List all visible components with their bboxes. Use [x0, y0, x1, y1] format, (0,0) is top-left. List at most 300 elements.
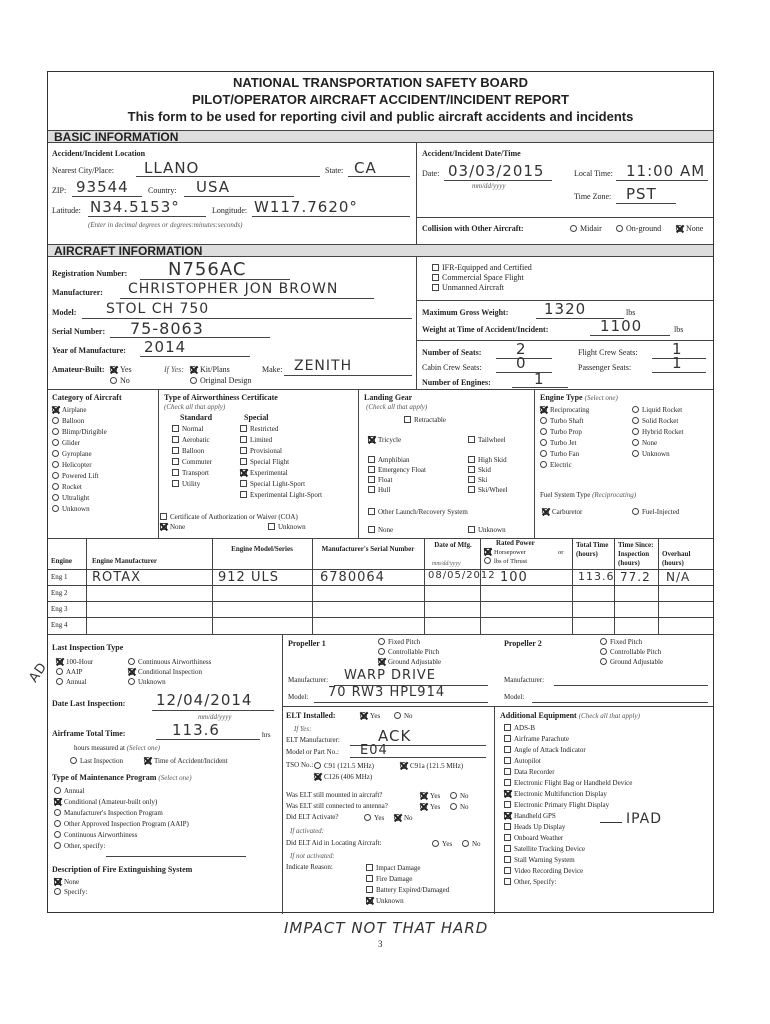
maintenance-continuous-airworthiness[interactable] [54, 831, 137, 839]
elt-activate-no[interactable]: No [394, 814, 413, 822]
category-rocket-box[interactable] [52, 483, 59, 490]
category-blimp-dirigible[interactable] [52, 428, 107, 436]
time-zone-field[interactable]: PST [626, 185, 657, 203]
local-time-label: Local Time: [574, 169, 613, 178]
engine-type-turbo-shaft-box[interactable] [540, 417, 547, 424]
engine-type-turbo-jet[interactable] [540, 439, 576, 447]
zip-field[interactable]: 93544 [76, 178, 129, 196]
reason-fire-damage[interactable] [366, 875, 412, 883]
maintenance-conditional-amateur-built-only[interactable] [54, 798, 157, 806]
engine-mfr-cell[interactable]: ROTAX [92, 570, 141, 585]
category-gyroplane-box[interactable] [52, 450, 59, 457]
standard-balloon-text: Balloon [182, 447, 205, 455]
standard-utility[interactable] [172, 480, 200, 488]
engine-type-none[interactable] [632, 439, 657, 447]
special-provisional-box[interactable] [240, 447, 247, 454]
registration-field[interactable]: N756AC [168, 259, 247, 280]
collision-midair[interactable]: Midair [570, 225, 602, 233]
table-row [48, 569, 713, 586]
prop1-model-field[interactable]: 70 RW3 HPL914 [328, 685, 446, 700]
engine-type-liquid-rocket-box[interactable] [632, 406, 639, 413]
equipment-ads-b-box[interactable] [504, 724, 511, 731]
special-restricted-box[interactable] [240, 425, 247, 432]
fire-specify[interactable]: Specify: [54, 888, 87, 896]
equipment-heads-up-display-box[interactable] [504, 823, 511, 830]
coa-unknown[interactable]: Unknown [268, 523, 306, 531]
category-gyroplane[interactable] [52, 450, 92, 458]
category-gyroplane-text: Gyroplane [62, 450, 92, 458]
special-special-light-sport-text: Special Light-Sport [250, 480, 306, 488]
category-ultralight[interactable] [52, 494, 89, 502]
equipment-satellite-tracking-device[interactable] [504, 845, 585, 853]
special-experimental-light-sport-text: Experimental Light-Sport [250, 491, 323, 499]
prop1-ground-adjustable[interactable]: Ground Adjustable [378, 658, 441, 666]
equipment-electronic-primary-flight-display[interactable] [504, 801, 609, 809]
standard-transport-text: Transport [182, 469, 209, 477]
engine-label-cell: Eng 3 [51, 605, 68, 613]
gear-ski-wheel[interactable]: Ski/Wheel [468, 486, 508, 494]
collision-on-ground[interactable]: On-ground [616, 225, 661, 233]
elt-connected-no[interactable]: No [450, 803, 469, 811]
reason-fire-damage-text: Fire Damage [376, 875, 413, 883]
special-provisional[interactable] [240, 447, 282, 455]
category-balloon-box[interactable] [52, 417, 59, 424]
engine-type-turbo-jet-box[interactable] [540, 439, 547, 446]
gear-unknown[interactable]: Unknown [468, 526, 506, 534]
elt-mounted-yes[interactable]: Yes [420, 792, 440, 800]
engine-overhaul-cell[interactable]: N/A [666, 570, 691, 584]
elt-mounted-no[interactable]: No [450, 792, 469, 800]
equipment-handheld-gps-text: Handheld GPS [514, 812, 556, 820]
equipment-autopilot[interactable] [504, 757, 541, 765]
last-inspection-date-hint: mm/dd/yyyy [198, 713, 232, 721]
measured-last-inspection[interactable]: Last Inspection [70, 757, 123, 765]
equipment-satellite-tracking-device-box[interactable] [504, 845, 511, 852]
engine-type-electric-text: Electric [550, 461, 572, 469]
equipment-airframe-parachute-box[interactable] [504, 735, 511, 742]
fuel-injected[interactable]: Fuel-Injected [632, 508, 679, 516]
standard-aerobatic-box[interactable] [172, 436, 179, 443]
category-unknown-box[interactable] [52, 505, 59, 512]
mgw-unit: lbs [626, 308, 636, 317]
special-title: Special [244, 413, 269, 422]
year-field[interactable]: 2014 [144, 338, 187, 356]
elt-connected-yes[interactable]: Yes [420, 803, 440, 811]
zip-label: ZIP: [52, 186, 67, 195]
gps-note-arrow [600, 822, 622, 823]
th-overhaul: Overhaul (hours) [662, 550, 691, 567]
coa-none[interactable]: None [160, 523, 185, 531]
special-limited-box[interactable] [240, 436, 247, 443]
equipment-video-recording-device-box[interactable] [504, 867, 511, 874]
registration-label: Registration Number: [52, 269, 128, 278]
engine-type-liquid-rocket-text: Liquid Rocket [642, 406, 683, 414]
special-experimental[interactable] [240, 469, 288, 477]
equipment-video-recording-device[interactable] [504, 867, 583, 875]
reason-battery-expired-damaged[interactable] [366, 886, 449, 894]
equipment-onboard-weather-text: Onboard Weather [514, 834, 564, 842]
engine-insp-cell[interactable]: 77.2 [620, 570, 651, 584]
equipment-stall-warning-system[interactable] [504, 856, 575, 864]
commercial-space-checkbox[interactable]: Commercial Space Flight [432, 274, 524, 282]
reason-battery-expired-damaged-box[interactable] [366, 886, 373, 893]
prop2-ground-adjustable[interactable]: Ground Adjustable [600, 658, 663, 666]
local-time-field[interactable]: 11:00 AM [626, 162, 706, 180]
insp-annual[interactable]: Annual [56, 678, 87, 686]
category-airplane-box[interactable] [52, 406, 59, 413]
equipment-electronic-primary-flight-display-text: Electronic Primary Flight Display [514, 801, 610, 809]
category-balloon[interactable] [52, 417, 84, 425]
fuel-carburetor[interactable]: Carburetor [542, 508, 582, 516]
gear-ski[interactable]: Ski [468, 476, 487, 484]
gear-retractable[interactable]: Retractable [404, 416, 446, 424]
standard-normal-text: Normal [182, 425, 204, 433]
page-number: 3 [378, 939, 383, 949]
gear-none[interactable]: None [368, 526, 393, 534]
special-restricted-text: Restricted [250, 425, 279, 433]
equipment-other-specify-box[interactable] [504, 878, 511, 885]
category-ultralight-box[interactable] [52, 494, 59, 501]
standard-title: Standard [180, 413, 213, 422]
city-label: Nearest City/Place: [52, 166, 114, 175]
tso-c91[interactable]: C91 (121.5 MHz) [314, 762, 374, 770]
standard-transport-box[interactable] [172, 469, 179, 476]
gear-skid[interactable]: Skid [468, 466, 491, 474]
category-powered-lift-box[interactable] [52, 472, 59, 479]
category-glider-box[interactable] [52, 439, 59, 446]
special-experimental-light-sport[interactable] [240, 491, 322, 499]
equipment-ads-b[interactable] [504, 724, 535, 732]
equipment-electronic-primary-flight-display-box[interactable] [504, 801, 511, 808]
maintenance-annual[interactable] [54, 787, 85, 795]
category-helicopter[interactable] [52, 461, 92, 469]
engine-label-cell: Eng 1 [51, 573, 68, 581]
gear-tailwheel[interactable]: Tailwheel [468, 436, 506, 444]
engine-total-cell[interactable]: 113.6 [578, 570, 615, 583]
engine-serial-cell[interactable]: 6780064 [320, 570, 385, 585]
kit-plans-option[interactable]: Kit/Plans [190, 366, 230, 374]
engine-type-electric[interactable] [540, 461, 572, 469]
standard-utility-box[interactable] [172, 480, 179, 487]
table-row [48, 585, 713, 602]
power-thrust[interactable]: lbs of Thrust [484, 557, 527, 566]
maintenance-conditional-amateur-built-only-box[interactable] [54, 798, 61, 805]
equipment-autopilot-box[interactable] [504, 757, 511, 764]
date-hint: mm/dd/yyyy [472, 182, 506, 190]
last-inspection-date-field[interactable]: 12/04/2014 [156, 691, 253, 709]
elt-installed-no[interactable]: No [394, 712, 413, 720]
form-title-purpose: This form to be used for reporting civil and public aircraft accidents and incidents [127, 109, 634, 124]
equipment-stall-warning-system-box[interactable] [504, 856, 511, 863]
make-field[interactable]: ZENITH [294, 358, 353, 374]
year-label: Year of Manufacture: [52, 346, 126, 355]
reason-unknown[interactable] [366, 897, 404, 905]
equipment-onboard-weather-box[interactable] [504, 834, 511, 841]
elt-connected-label: Was ELT still connected to antenna? [286, 802, 388, 810]
power-horsepower[interactable]: Horsepower [484, 548, 526, 557]
equipment-stall-warning-system-text: Stall Warning System [514, 856, 575, 864]
engine-type-solid-rocket[interactable] [632, 417, 678, 425]
model-field[interactable]: STOL CH 750 [106, 301, 210, 317]
standard-normal[interactable] [172, 425, 203, 433]
special-special-light-sport[interactable] [240, 480, 305, 488]
maintenance-other-approved-inspection-program-aaip-box[interactable] [54, 820, 61, 827]
coa-checkbox[interactable]: Certificate of Authorization or Waiver (COA) [160, 513, 298, 521]
date-field[interactable]: 03/03/2015 [448, 162, 545, 180]
insp-aaip[interactable]: AAIP [56, 668, 82, 676]
equipment-airframe-parachute-text: Airframe Parachute [514, 735, 569, 743]
equipment-handheld-gps[interactable] [504, 812, 556, 820]
standard-balloon-box[interactable] [172, 447, 179, 454]
collision-label: Collision with Other Aircraft: [422, 224, 524, 233]
time-zone-label: Time Zone: [574, 192, 612, 201]
equipment-heads-up-display[interactable] [504, 823, 565, 831]
equipment-electronic-flight-bag-or-handheld-device-text: Electronic Flight Bag or Handheld Device [514, 779, 633, 787]
insp-continuous[interactable]: Continuous Airworthiness [128, 658, 211, 666]
country-field[interactable]: USA [196, 178, 231, 196]
date-label: Date: [422, 169, 440, 178]
engine-type-hybrid-rocket[interactable] [632, 428, 683, 436]
reason-impact-damage[interactable] [366, 864, 421, 872]
gear-emergency-float[interactable]: Emergency Float [368, 466, 426, 474]
engine-type-reciprocating-text: Reciprocating [550, 406, 590, 414]
elt-activate-yes[interactable]: Yes [364, 814, 384, 822]
reason-battery-expired-damaged-text: Battery Expired/Damaged [376, 886, 450, 894]
equipment-electronic-multifunction-display[interactable] [504, 790, 607, 798]
engine-type-turbo-prop-box[interactable] [540, 428, 547, 435]
measured-time-of-accident[interactable]: Time of Accident/Incident [144, 757, 228, 765]
mgw-label: Maximum Gross Weight: [422, 308, 509, 317]
state-field[interactable]: CA [354, 159, 377, 177]
th-serial: Manufacturer's Serial Number [321, 545, 415, 553]
equipment-other-specify[interactable] [504, 878, 557, 886]
weight-unit: lbs [674, 325, 684, 334]
engine-power-cell[interactable]: 100 [500, 570, 528, 585]
gear-high-skid[interactable]: High Skid [468, 456, 507, 464]
seats-field[interactable]: 2 [516, 340, 527, 358]
elt-mfr-field[interactable]: ACK [378, 727, 412, 745]
gear-hull[interactable]: Hull [368, 486, 390, 494]
engine-type-turbo-shaft[interactable] [540, 417, 583, 425]
airframe-time-label: Airframe Total Time: [52, 729, 126, 738]
maintenance-other-specify-text: Other, specify: [64, 842, 106, 850]
category-airplane[interactable] [52, 406, 87, 414]
equipment-data-recorder-box[interactable] [504, 768, 511, 775]
equipment-video-recording-device-text: Video Recording Device [514, 867, 584, 875]
insp-100-hour[interactable]: 100-Hour [56, 658, 93, 666]
latitude-field[interactable]: N34.5153° [90, 198, 180, 216]
prop1-fixed[interactable]: Fixed Pitch [378, 638, 420, 646]
tso-c91a[interactable]: C91a (121.5 MHz) [400, 762, 463, 770]
special-special-flight-box[interactable] [240, 458, 247, 465]
category-rocket[interactable] [52, 483, 82, 491]
engine-type-reciprocating[interactable] [540, 406, 589, 414]
equipment-title: Additional Equipment (Check all that apply) [500, 711, 640, 720]
gear-other[interactable]: Other Launch/Recovery System [368, 508, 468, 516]
standard-commuter-box[interactable] [172, 458, 179, 465]
engines-count-field[interactable]: 1 [534, 370, 545, 388]
flight-crew-label: Flight Crew Seats: [578, 348, 638, 357]
equipment-electronic-flight-bag-or-handheld-device[interactable] [504, 779, 632, 787]
equipment-angle-of-attack-indicator-text: Angle of Attack Indicator [514, 746, 586, 754]
special-restricted[interactable] [240, 425, 278, 433]
maintenance-manufacturer-s-inspection-program-box[interactable] [54, 809, 61, 816]
prop1-controllable[interactable]: Controllable Pitch [378, 648, 439, 656]
elt-mounted-label: Was ELT still mounted in aircraft? [286, 791, 383, 799]
engine-date-cell[interactable]: 08/05/2012 [428, 570, 496, 581]
gear-tricycle[interactable]: Tricycle [368, 436, 401, 444]
elt-tso-label: TSO No.: [286, 761, 314, 769]
special-experimental-box[interactable] [240, 469, 247, 476]
city-field[interactable]: LLANO [144, 159, 200, 177]
engine-label-cell: Eng 4 [51, 621, 68, 629]
maintenance-other-approved-inspection-program-aaip[interactable] [54, 820, 189, 828]
maintenance-title: Type of Maintenance Program (Select one) [52, 773, 192, 782]
special-special-light-sport-box[interactable] [240, 480, 247, 487]
maintenance-continuous-airworthiness-box[interactable] [54, 831, 61, 838]
propeller1-title: Propeller 1 [288, 639, 326, 648]
weight-field[interactable]: 1100 [600, 317, 643, 335]
gear-float[interactable]: Float [368, 476, 392, 484]
propeller2-title: Propeller 2 [504, 639, 542, 648]
category-powered-lift-text: Powered Lift [62, 472, 99, 480]
passenger-seats-field[interactable]: 1 [672, 354, 683, 372]
equipment-handheld-gps-box[interactable] [504, 812, 511, 819]
equipment-onboard-weather[interactable] [504, 834, 563, 842]
prop1-mfr-field[interactable]: WARP DRIVE [344, 668, 437, 683]
standard-commuter-text: Commuter [182, 458, 212, 466]
equipment-angle-of-attack-indicator[interactable] [504, 746, 586, 754]
elt-installed-yes[interactable]: Yes [360, 712, 380, 720]
insp-unknown[interactable]: Unknown [128, 678, 166, 686]
category-blimp-dirigible-box[interactable] [52, 428, 59, 435]
make-label: Make: [262, 365, 283, 374]
gear-amphibian[interactable]: Amphibian [368, 456, 410, 464]
equipment-angle-of-attack-indicator-box[interactable] [504, 746, 511, 753]
amateur-yes[interactable]: Yes [110, 366, 132, 374]
equipment-electronic-multifunction-display-box[interactable] [504, 790, 511, 797]
th-date-hint: mm/dd/yyyy [432, 561, 461, 567]
engine-type-turbo-fan[interactable] [540, 450, 579, 458]
airframe-time-field[interactable]: 113.6 [172, 721, 220, 739]
longitude-label: Longitude: [212, 206, 248, 215]
elt-if-yes: If Yes: [294, 725, 312, 733]
engine-type-unknown[interactable] [632, 450, 670, 458]
maintenance-other-specify[interactable] [54, 842, 105, 850]
reason-unknown-box[interactable] [366, 897, 373, 904]
equipment-electronic-flight-bag-or-handheld-device-box[interactable] [504, 779, 511, 786]
category-glider[interactable] [52, 439, 80, 447]
gear-title: Landing Gear [364, 393, 413, 402]
cabin-crew-label: Cabin Crew Seats: [422, 363, 482, 372]
elt-aid-label: Did ELT Aid in Locating Aircraft: [286, 839, 382, 847]
elt-aid-yes[interactable]: Yes [432, 840, 452, 848]
reason-impact-damage-box[interactable] [366, 864, 373, 871]
prop2-fixed[interactable]: Fixed Pitch [600, 638, 642, 646]
engine-model-cell[interactable]: 912 ULS [218, 570, 279, 585]
section-aircraft-information: AIRCRAFT INFORMATION [48, 244, 713, 257]
elt-model-field[interactable]: E04 [360, 743, 388, 758]
serial-label: Serial Number: [52, 327, 106, 336]
ifr-equipped-checkbox[interactable]: IFR-Equipped and Certified [432, 264, 532, 272]
elt-model-label: Model or Part No.: [286, 748, 339, 756]
serial-field[interactable]: 75-8063 [130, 319, 204, 338]
equipment-data-recorder[interactable] [504, 768, 555, 776]
engine-type-title: Engine Type (Select one) [540, 393, 618, 402]
special-special-flight[interactable] [240, 458, 289, 466]
elt-aid-no[interactable]: No [462, 840, 481, 848]
special-limited[interactable] [240, 436, 272, 444]
airworthiness-title: Type of Airworthiness Certificate [164, 393, 278, 402]
standard-balloon[interactable] [172, 447, 204, 455]
original-design-option[interactable]: Original Design [190, 377, 251, 385]
fuel-system-label: Fuel System Type (Reciprocating) [540, 491, 637, 499]
category-helicopter-text: Helicopter [62, 461, 92, 469]
reason-fire-damage-box[interactable] [366, 875, 373, 882]
category-unknown[interactable] [52, 505, 90, 513]
category-rocket-text: Rocket [62, 483, 82, 491]
unmanned-checkbox[interactable]: Unmanned Aircraft [432, 284, 504, 292]
equipment-ads-b-text: ADS-B [514, 724, 536, 732]
engine-type-none-box[interactable] [632, 439, 639, 446]
standard-commuter[interactable] [172, 458, 212, 466]
margin-initials: AD [26, 659, 51, 686]
engine-type-electric-box[interactable] [540, 461, 547, 468]
longitude-field[interactable]: W117.7620° [254, 198, 358, 216]
engine-type-reciprocating-box[interactable] [540, 406, 547, 413]
tso-c126[interactable]: C126 (406 MHz) [314, 773, 372, 781]
fire-none[interactable]: None [54, 878, 79, 886]
flight-crew-field[interactable]: 1 [672, 340, 683, 358]
category-balloon-text: Balloon [62, 417, 85, 425]
engine-type-solid-rocket-text: Solid Rocket [642, 417, 679, 425]
insp-conditional[interactable]: Conditional Inspection [128, 668, 202, 676]
category-helicopter-box[interactable] [52, 461, 59, 468]
cabin-crew-field[interactable]: 0 [516, 354, 527, 372]
table-row [48, 601, 713, 618]
th-date-mfg: Date of Mfg. [434, 541, 472, 549]
amateur-no[interactable]: No [110, 377, 130, 385]
category-powered-lift[interactable] [52, 472, 99, 480]
manufacturer-field[interactable]: CHRISTOPHER JON BROWN [128, 281, 339, 297]
th-engine: Engine [51, 557, 73, 565]
prop2-controllable[interactable]: Controllable Pitch [600, 648, 661, 656]
form-title-report: PILOT/OPERATOR AIRCRAFT ACCIDENT/INCIDENT REPORT [192, 92, 569, 107]
engine-type-turbo-fan-text: Turbo Fan [550, 450, 580, 458]
standard-aerobatic[interactable] [172, 436, 210, 444]
elt-reason-label: Indicate Reason: [286, 863, 333, 871]
engine-type-solid-rocket-box[interactable] [632, 417, 639, 424]
maintenance-annual-box[interactable] [54, 787, 61, 794]
engine-type-none-text: None [642, 439, 658, 447]
maintenance-continuous-airworthiness-text: Continuous Airworthiness [64, 831, 138, 839]
standard-transport[interactable] [172, 469, 209, 477]
engine-type-turbo-fan-box[interactable] [540, 450, 547, 457]
special-experimental-light-sport-box[interactable] [240, 491, 247, 498]
engine-type-turbo-prop[interactable] [540, 428, 582, 436]
engine-rows [48, 569, 713, 635]
collision-none[interactable]: None [676, 225, 703, 233]
equipment-airframe-parachute[interactable] [504, 735, 569, 743]
maintenance-manufacturer-s-inspection-program[interactable] [54, 809, 163, 817]
standard-normal-box[interactable] [172, 425, 179, 432]
engine-type-liquid-rocket[interactable] [632, 406, 682, 414]
maintenance-other-specify-box[interactable] [54, 842, 61, 849]
engine-type-unknown-box[interactable] [632, 450, 639, 457]
elt-mfr-label: ELT Manufacturer: [286, 736, 340, 744]
mgw-field[interactable]: 1320 [544, 300, 587, 318]
engine-type-hybrid-rocket-box[interactable] [632, 428, 639, 435]
